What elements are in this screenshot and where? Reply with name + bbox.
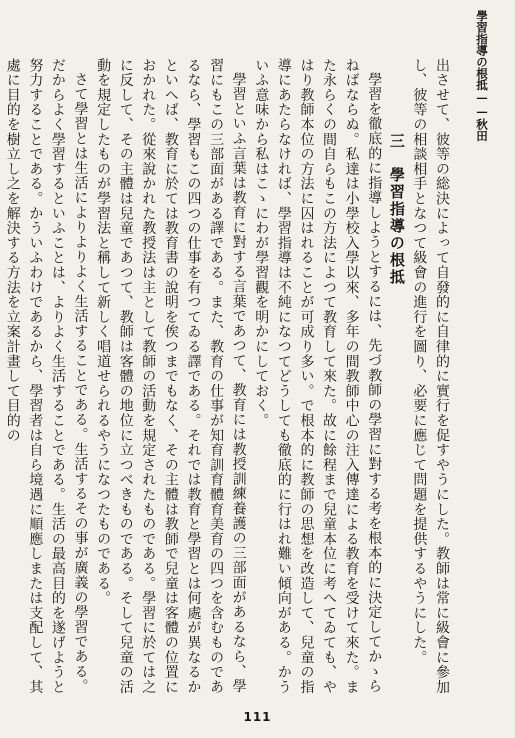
section-number: 三 xyxy=(387,133,406,150)
paragraph: 學習といふ言葉は教育に對する言葉であつて、教育には教授訓練養護の三部面があるなら、學習にもこの三部面がある譯である。また、教育の仕事が知育訓育體育美育の四つを含むものであるなら、學習もこの四つの仕事を有つてゐる譯である。それでは教育と學習とは何處が異なるかといへば、教育に於ては教育書の說明を俟つまでもなく、その主體は教師で兒童は客體の位置におかれた。從來說かれた教授法は主として教師の活動を規定されたものである。學習に於ては之に反して、その主體は兒童であつて、教師は客體の地位に立つべきものである。そして兒童の活動を規定したものが學習法と稱して新しく唱道せられるやうになつたものである。 xyxy=(95,58,247,695)
section-heading xyxy=(385,58,408,706)
paragraph: 學習を徹底的に指導しようとするには、先づ教師の學習に對する考を根本的に決定してかゝらねばならぬ。私達は小學校入學以來、多年の間教師中心の注入傳達による教育を受けて來た。また永らくの間自らもこの方法によつて教育して來た。故に餘程まで兒童本位に考へてゐても、やはり教師本位の方法に囚はれることが可成り多い。で根本的に教師の思想を改造して、兒童の指導にあたらなければ、學習指導は不純になつてどうしても徹底的に行はれ難い傾向がある。かういふ意味から私はこゝにわが學習觀を明かにしておく。 xyxy=(253,58,383,695)
carryover-paragraph: 出させて、彼等の総決によって自發的に自律的に實行を促すやうにした。教師は常に級會に參加し、彼等の相談相手となつて級會の進行を圖り、必要に應じて問題を提供するやうにした。 xyxy=(411,58,450,695)
body-text xyxy=(4,58,453,706)
page-number: 111 xyxy=(243,710,272,724)
paragraph: さて學習とは生活によりよりよく生活することである。生活するその事が廣義の學習である。だからよく學習するといふことは、よりよく生活することである。生活の最高目的を遂げようと努力することである。かういふわけであるから、學習者は自ら境遇に順應しまたは支配して、其處に目的を樹立し之を解決する方法を立案計畫して目的の xyxy=(4,58,89,695)
running-head: 學習指導の根抵——秋田 xyxy=(475,10,489,142)
section-title: 學習指導の根抵 xyxy=(387,167,406,286)
